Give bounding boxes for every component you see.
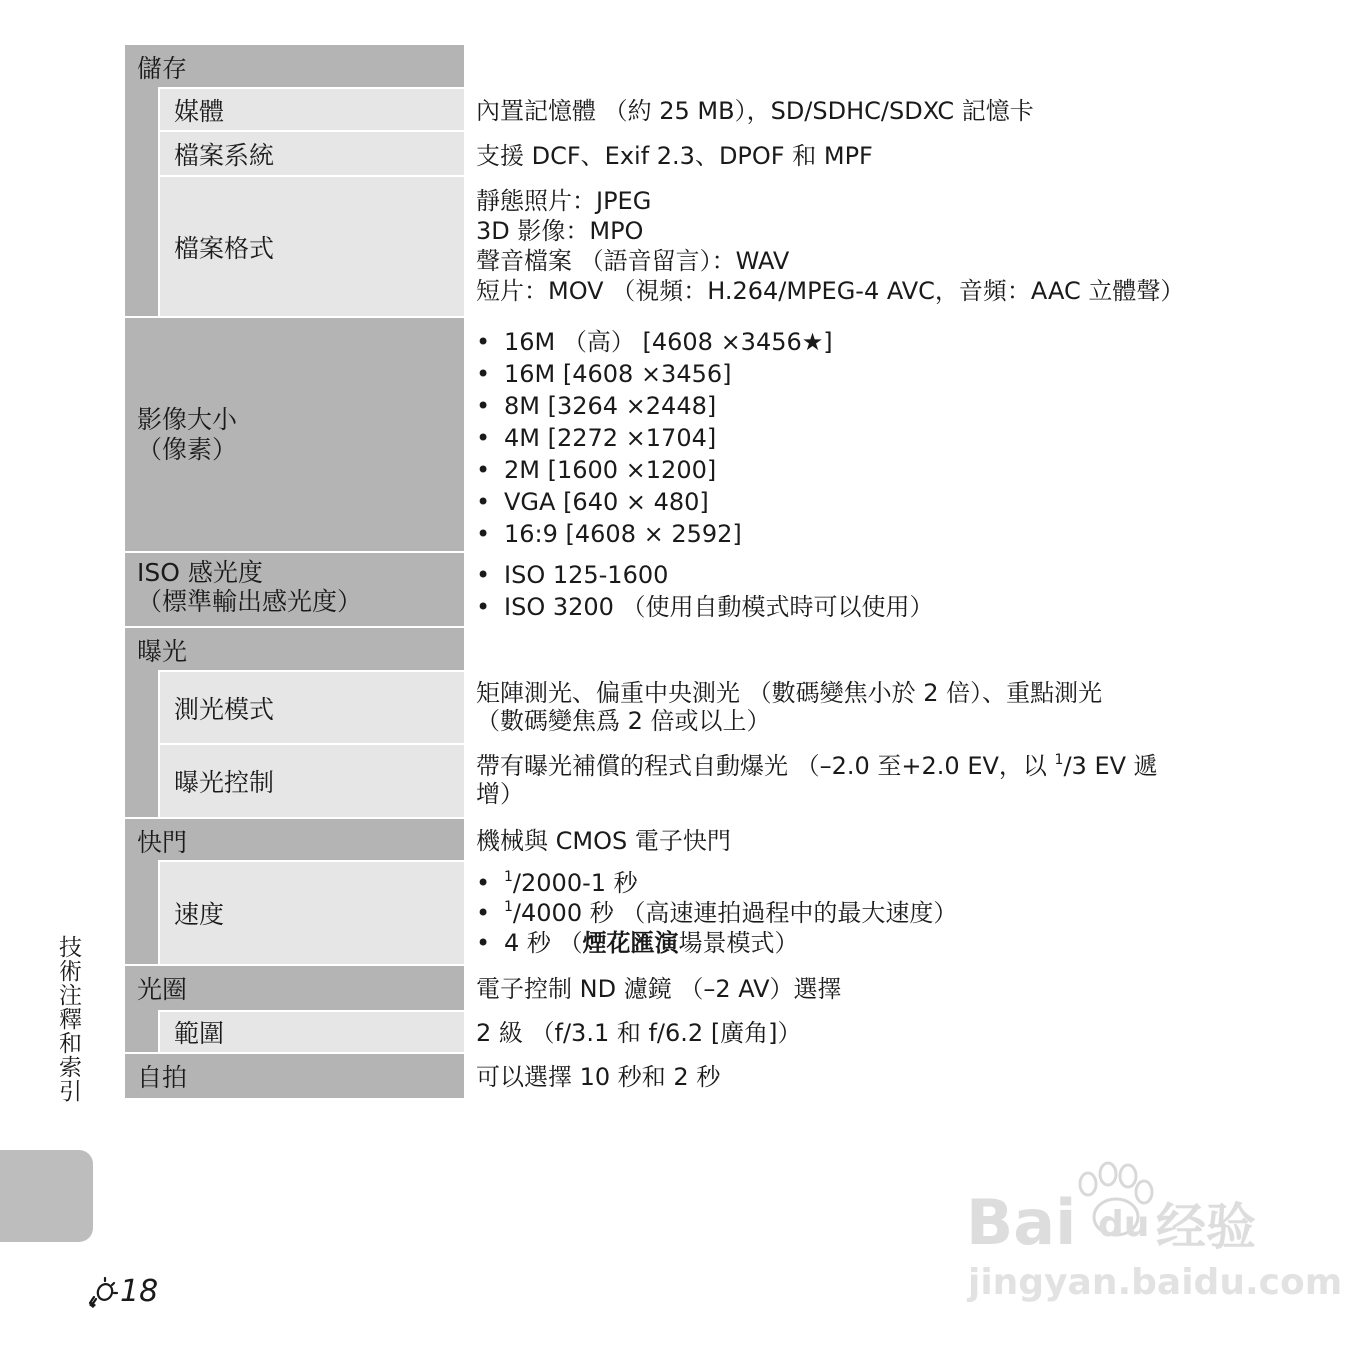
speed-label: 速度	[174, 900, 225, 929]
speed-item-text: /4000 秒 （高速連拍過程中的最大速度）	[512, 899, 958, 927]
media-value: 內置記憶體 （約 25 MB），SD/SDHC/SDXC 記憶卡	[476, 97, 1034, 125]
exposurecontrol-text: 帶有曝光補償的程式自動爆光 （–2.0 至+2.0 EV，以	[476, 752, 1055, 780]
row-header-aperture	[125, 966, 464, 1010]
fileformat-line: 聲音檔案 （語音留言）：WAV	[476, 247, 790, 275]
fraction-numerator: 1	[504, 869, 513, 885]
row-header-shutter	[125, 819, 464, 860]
exposurecontrol-line	[476, 752, 1158, 780]
exposure-label: 曝光	[137, 637, 188, 666]
page-number-text: 18	[120, 1274, 159, 1309]
speed-item-text: /2000-1 秒	[512, 869, 638, 897]
speed-item-text: 4 秒 （	[504, 929, 583, 957]
list-item: • 16M （高） [4608 ×3456★]	[476, 326, 833, 358]
list-item: • 16:9 [4608 × 2592]	[476, 518, 833, 550]
row-header-storage	[125, 45, 464, 87]
exposurecontrol-line: 增）	[476, 780, 524, 808]
fraction-numerator: 1	[1054, 752, 1064, 768]
exposurecontrol-label: 曝光控制	[174, 768, 275, 797]
watermark-cn: 经验	[1156, 1198, 1256, 1256]
shutter-indent	[125, 860, 158, 964]
baidu-paw-logo	[966, 1162, 1343, 1303]
row-header-imagesize	[125, 318, 464, 551]
list-item	[476, 868, 957, 898]
fileformat-label: 檔案格式	[174, 233, 275, 263]
section-side-label: 技術注釋和索引	[55, 935, 81, 1103]
exposurecontrol-text-end: /3 EV 遞	[1063, 752, 1158, 780]
list-item: • 8M [3264 ×2448]	[476, 390, 833, 422]
iso-list	[476, 559, 934, 623]
row-header-selftimer	[125, 1054, 464, 1098]
filesystem-label: 檔案系統	[174, 140, 275, 170]
speed-list	[476, 868, 957, 958]
exposurecontrol-value	[476, 752, 1158, 808]
shutter-value: 機械與 CMOS 電子快門	[476, 827, 731, 855]
row-label-exposurecontrol	[160, 745, 464, 817]
metering-value	[476, 679, 1102, 735]
imagesize-list	[476, 326, 833, 550]
iso-label: ISO 感光度	[137, 558, 263, 587]
row-label-speed	[160, 862, 464, 964]
selftimer-label: 自拍	[137, 1063, 188, 1092]
fileformat-line: 短片：MOV （視頻：H.264/MPEG-4 AVC，音頻：AAC 立體聲）	[476, 277, 1185, 305]
list-item: • ISO 125-1600	[476, 559, 934, 591]
media-label: 媒體	[174, 96, 225, 126]
row-label-filesystem	[160, 132, 464, 175]
page-number	[86, 1274, 158, 1309]
metering-line: （數碼變焦爲 2 倍或以上）	[476, 707, 771, 735]
speed-item-text: 場景模式）	[678, 929, 799, 957]
list-item	[476, 928, 957, 958]
aperture-value: 電子控制 ND 濾鏡 （–2 AV）選擇	[476, 975, 842, 1003]
watermark-brand: Bai	[966, 1186, 1077, 1259]
shutter-label: 快門	[137, 828, 188, 857]
row-label-fileformat	[160, 177, 464, 316]
fileformat-line: 3D 影像：MPO	[476, 217, 644, 245]
selftimer-value: 可以選擇 10 秒和 2 秒	[476, 1063, 721, 1091]
row-header-exposure	[125, 628, 464, 670]
list-item: • 2M [1600 ×1200]	[476, 454, 833, 486]
aperture-indent	[125, 1010, 158, 1052]
watermark-brand2: du	[1098, 1204, 1150, 1245]
list-item: • VGA [640 × 480]	[476, 486, 833, 518]
list-item: • ISO 3200 （使用自動模式時可以使用）	[476, 591, 934, 623]
row-label-media	[160, 89, 464, 130]
metering-line: 矩陣測光、偏重中央測光 （數碼變焦小於 2 倍）、重點測光	[476, 679, 1103, 707]
baidu-watermark	[966, 1162, 1343, 1306]
tips-bulb-icon	[86, 1275, 120, 1309]
iso-label-sub: （標準輸出感光度）	[137, 587, 363, 616]
imagesize-label: 影像大小	[137, 404, 238, 434]
storage-label: 儲存	[137, 54, 188, 83]
filesystem-value: 支援 DCF、Exif 2.3、DPOF 和 MPF	[476, 142, 873, 170]
exposure-indent	[125, 670, 158, 817]
metering-label: 測光模式	[174, 694, 275, 724]
range-label: 範圍	[174, 1019, 225, 1048]
fileformat-line: 靜態照片：JPEG	[476, 187, 652, 215]
fileformat-value	[476, 186, 1184, 306]
row-header-iso	[125, 553, 464, 626]
section-tab[interactable]	[0, 1150, 93, 1242]
aperture-label: 光圈	[137, 975, 188, 1004]
imagesize-label-unit: （像素）	[137, 434, 238, 464]
row-label-metering	[160, 672, 464, 743]
watermark-url: jingyan.baidu.com	[968, 1262, 1343, 1303]
range-value: 2 級 （f/3.1 和 f/6.2 [廣角]）	[476, 1019, 802, 1047]
list-item: • 16M [4608 ×3456]	[476, 358, 833, 390]
fraction-numerator: 1	[504, 899, 513, 915]
scene-mode-name: 煙花匯演	[582, 929, 679, 957]
row-label-range	[160, 1012, 464, 1052]
list-item	[476, 898, 957, 928]
storage-indent	[125, 87, 158, 316]
list-item: • 4M [2272 ×1704]	[476, 422, 833, 454]
